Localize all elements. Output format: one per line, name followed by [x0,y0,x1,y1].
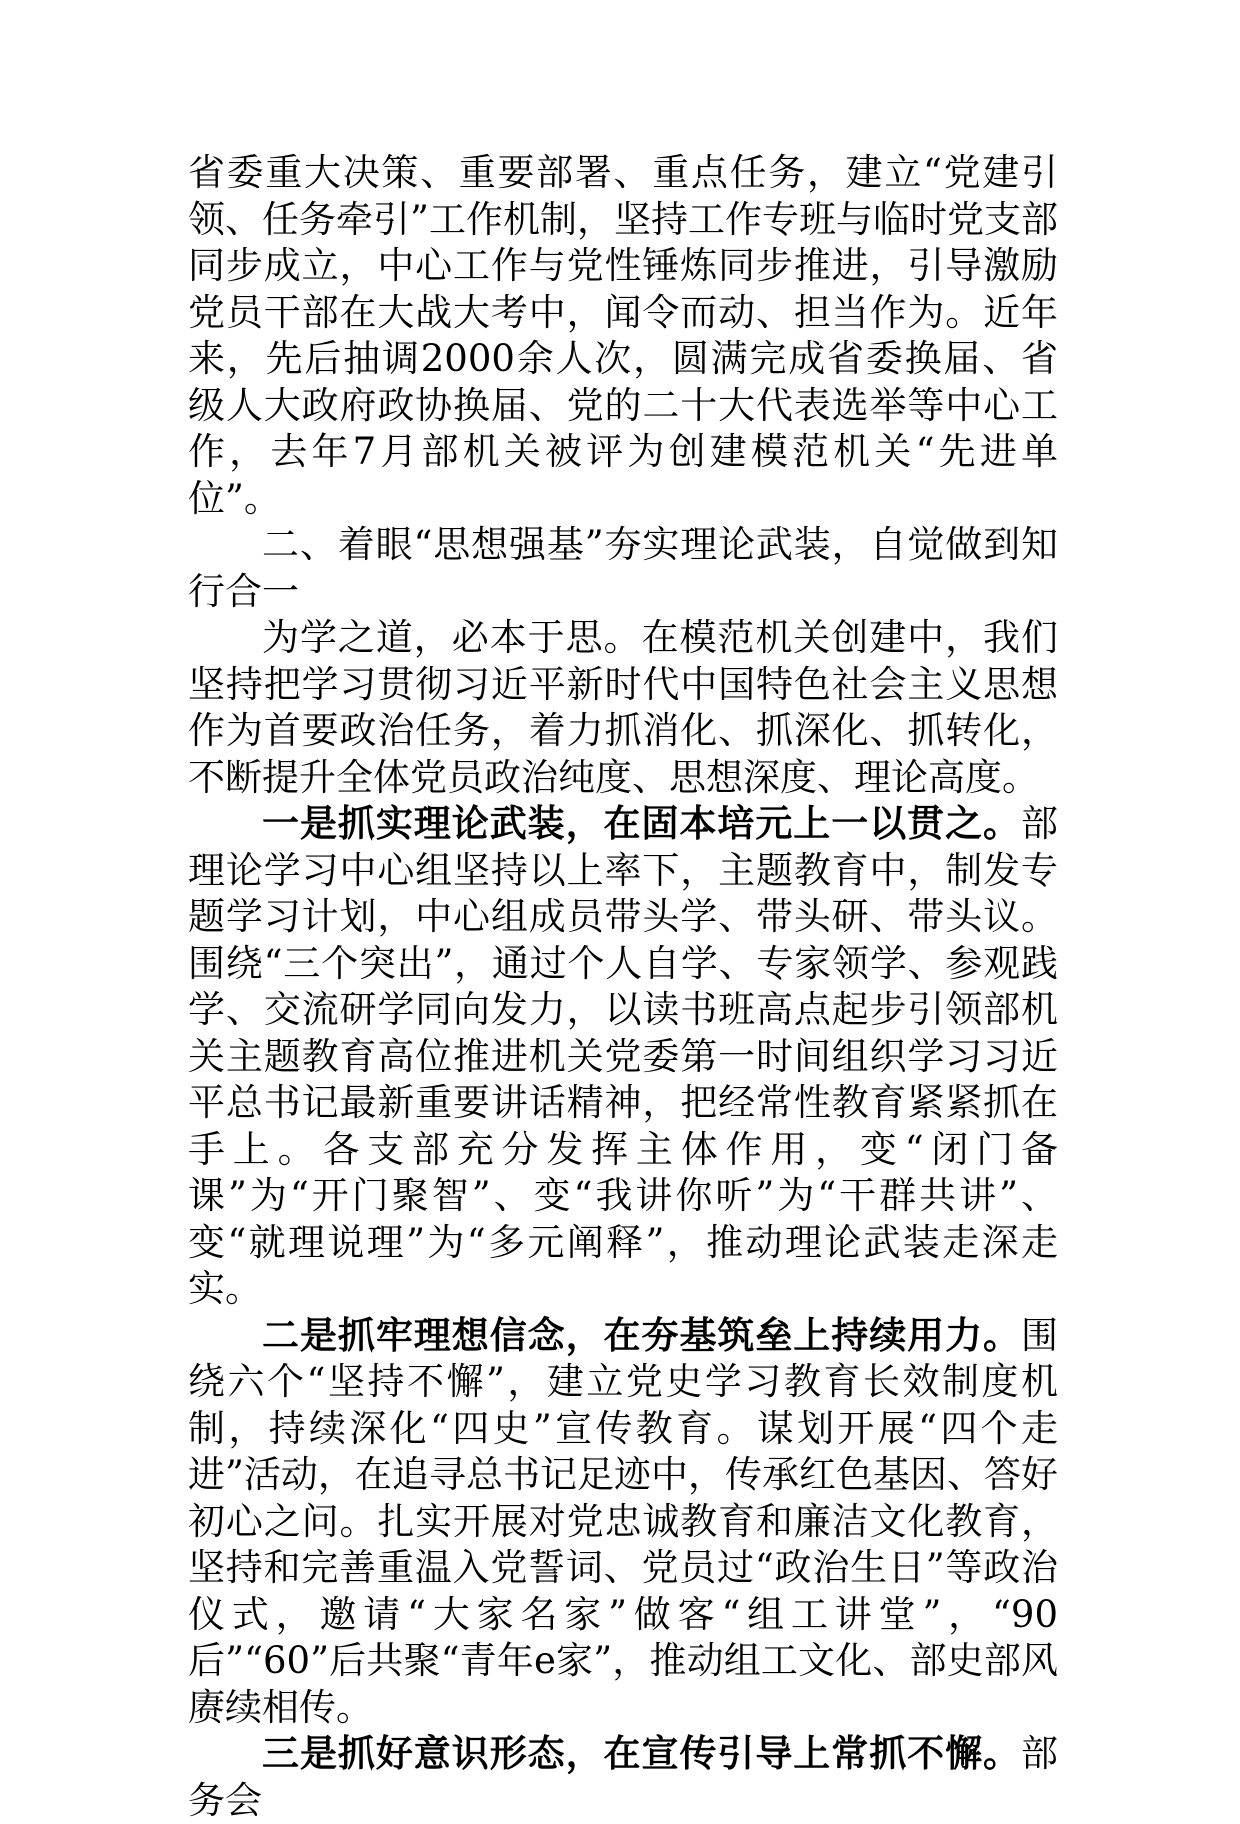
paragraph-point-1 [188,801,1058,1313]
paragraph-continuation [188,150,1058,522]
paragraph-point-3 [188,1731,1058,1824]
section-heading-text: 二、着眼“思想强基”夯实理论武装，自觉做到知行合一 [188,523,1058,613]
section-heading [188,522,1058,615]
paragraph-text: 省委重大决策、重要部署、重点任务，建立“党建引领、任务牵引”工作机制，坚持工作专班与临时党支部同步成立，中心工作与党性锤炼同步推进，引导激励党员干部在大战大考中，闻令而动、担当作为。近年来，先后抽调2000余人次，圆满完成省委换届、省级人大政府政协换届、党的二十大代表选举等中心工作，去年7月部机关被评为创建模范机关“先进单位”。 [188,151,1058,520]
paragraph-text: 部务会 [188,1732,1058,1822]
paragraph-text: 为学之道，必本于思。在模范机关创建中，我们坚持把学习贯彻习近平新时代中国特色社会主义思想作为首要政治任务，着力抓消化、抓深化、抓转化，不断提升全体党员政治纯度、思想深度、理论高度。 [188,616,1058,799]
paragraph-point-2 [188,1313,1058,1732]
paragraph-intro [188,615,1058,801]
point-lead-text: 二是抓牢理想信念，在夯基筑垒上持续用力。 [262,1313,1021,1357]
paragraph-text: 部理论学习中心组坚持以上率下，主题教育中，制发专题学习计划，中心组成员带头学、带头研、带头议。围绕“三个突出”，通过个人自学、专家领学、参观践学、交流研学同向发力，以读书班高点起步引领部机关主题教育高位推进机关党委第一时间组织学习习近平总书记最新重要讲话精神，把经常性教育紧紧抓在手上。各支部充分发挥主体作用，变“闭门备课”为“开门聚智”、变“我讲你听”为“干群共讲”、变“就理说理”为“多元阐释”，推动理论武装走深走实。 [188,802,1058,1310]
point-lead-text: 三是抓好意识形态，在宣传引导上常抓不懈。 [262,1732,1021,1775]
point-lead-text: 一是抓实理论武装，在固本培元上一以贯之。 [262,802,1021,845]
document-page [188,150,1058,1824]
paragraph-text: 围绕六个“坚持不懈”，建立党史学习教育长效制度机制，持续深化“四史”宣传教育。谋划开展“四个走进”活动，在追寻总书记足迹中，传承红色基因、答好初心之问。扎实开展对党忠诚教育和廉洁文化教育，坚持和完善重温入党誓词、党员过“政治生日”等政治仪式，邀请“大家名家”做客“组工讲堂”，“90后”“60”后共聚“青年e家”，推动组工文化、部史部风赓续相传。 [188,1313,1058,1729]
